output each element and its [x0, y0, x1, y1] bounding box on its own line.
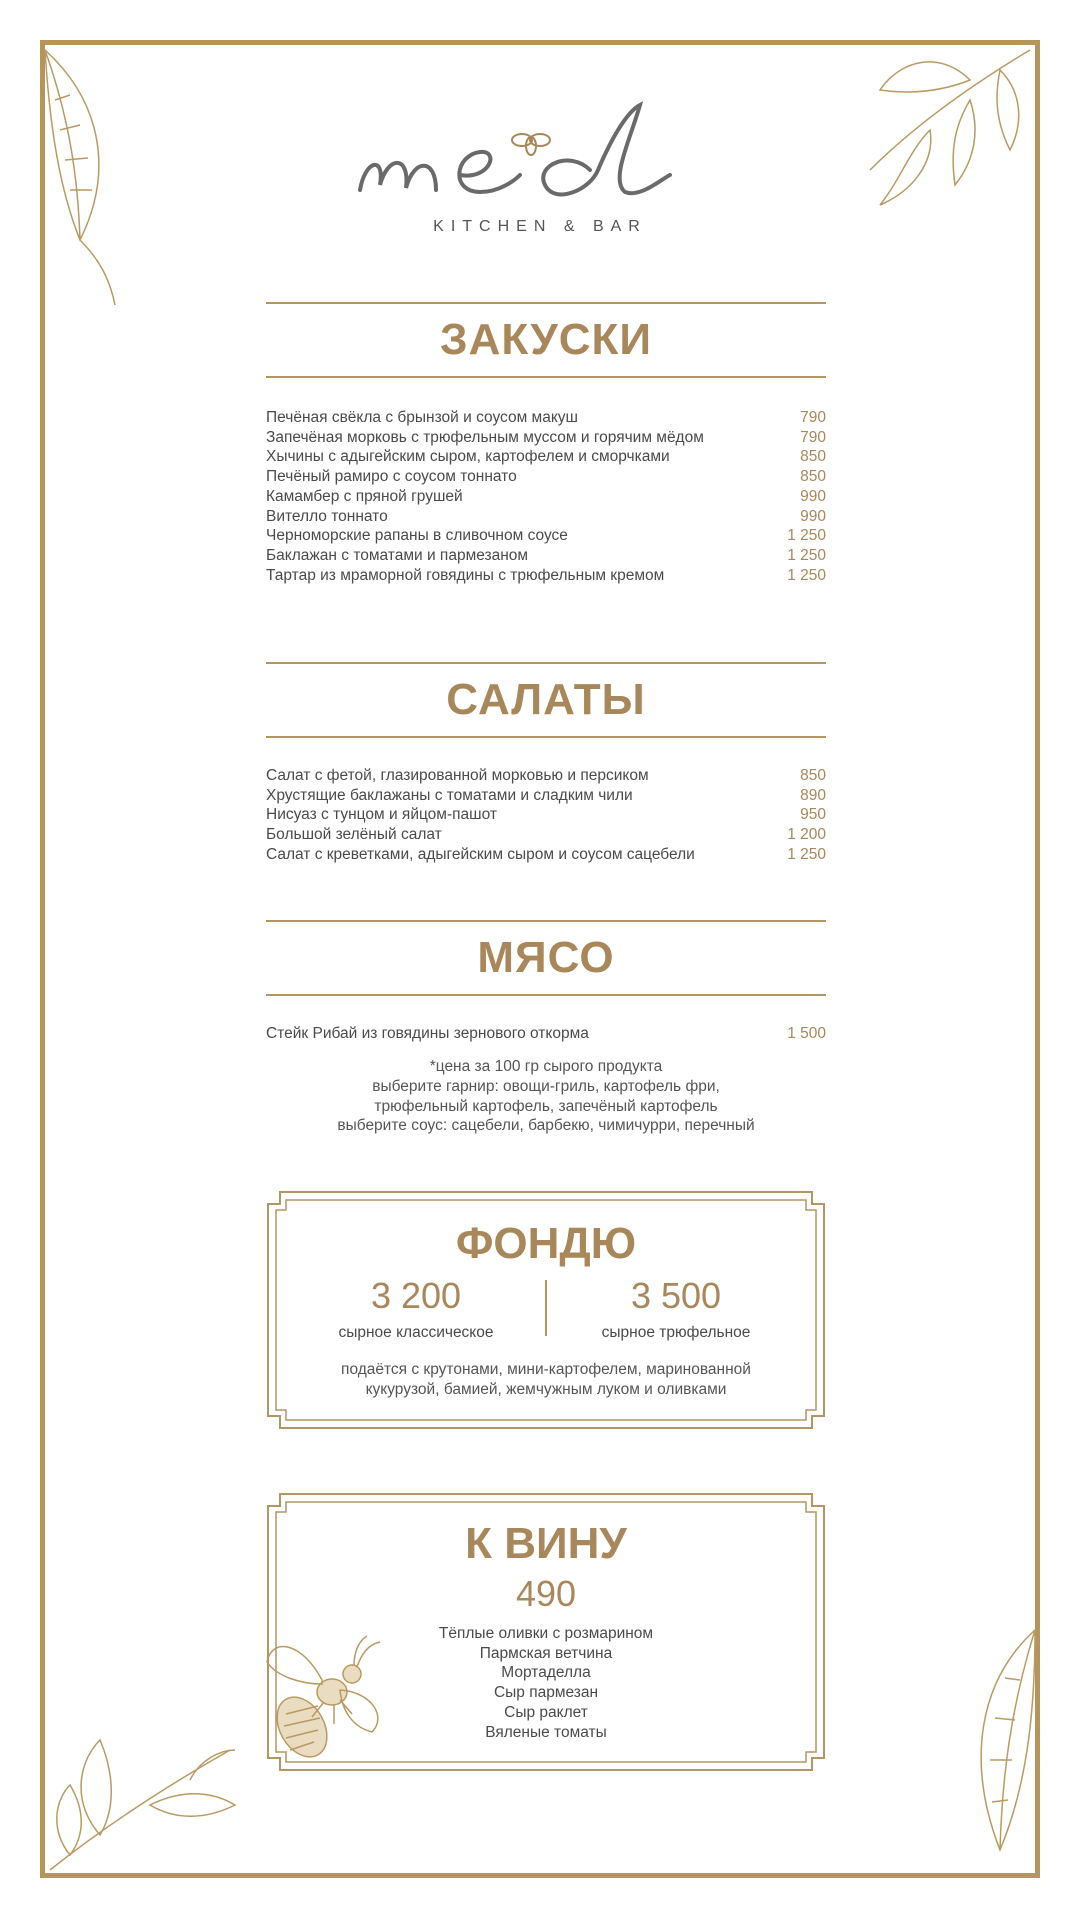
list-item: Вяленые томаты — [485, 1723, 607, 1741]
note-line: *цена за 100 гр сырого продукта — [429, 1058, 663, 1075]
item-name: Нисуаз с тунцом и яйцом-пашот — [266, 806, 497, 824]
list-item: Сыр пармезан — [493, 1684, 599, 1702]
menu-item — [266, 526, 826, 546]
menu-item — [266, 546, 826, 566]
fondue-label-classic: сырное классическое — [338, 1324, 494, 1341]
list-item: Тёплые оливки с розмарином — [438, 1625, 654, 1642]
item-name: Баклажан с томатами и пармезаном — [266, 546, 529, 564]
list-item: Сыр раклет — [504, 1703, 588, 1721]
menu-item — [266, 467, 826, 487]
items-zakuski — [266, 408, 826, 585]
myaso-notes — [266, 1057, 826, 1136]
item-name: Салат с креветками, адыгейским сыром и соусом сацебели — [266, 845, 695, 863]
items-myaso — [266, 1024, 826, 1044]
menu-item — [266, 428, 826, 448]
menu-item — [266, 825, 826, 845]
fondue-box — [266, 1190, 826, 1430]
item-price: 1 200 — [787, 826, 826, 844]
item-price: 850 — [800, 767, 826, 784]
item-name: Печёная свёкла с брынзой и соусом макуш — [266, 409, 578, 426]
menu-item — [266, 786, 826, 806]
menu-item — [266, 845, 826, 865]
item-name: Запечёная морковь с трюфельным муссом и горячим мёдом — [266, 428, 704, 446]
item-name: Вителло тоннато — [266, 507, 388, 525]
note-line: выберите гарнир: овощи-гриль, картофель фри, — [372, 1077, 720, 1095]
leaf-branch-icon — [860, 40, 1040, 220]
fondue-notes — [266, 1360, 826, 1400]
list-item: Пармская ветчина — [479, 1644, 613, 1662]
leaf-branch-icon — [40, 40, 120, 310]
list-item: Мортаделла — [501, 1664, 591, 1682]
item-name: Хычины с адыгейским сыром, картофелем и сморчками — [266, 448, 670, 466]
note-line: трюфельный картофель, запечёный картофель — [374, 1097, 718, 1115]
item-price: 1 250 — [787, 527, 826, 545]
menu-item — [266, 1024, 826, 1044]
item-name: Салат с фетой, глазированной морковью и персиком — [266, 767, 649, 784]
item-price: 1 250 — [787, 566, 826, 584]
note-line: подаётся с крутонами, мини-картофелем, маринованной — [341, 1361, 751, 1378]
section-title: ЗАКУСКИ — [440, 315, 652, 364]
item-price: 1 250 — [787, 546, 826, 564]
menu-item — [266, 447, 826, 467]
wine-title: К ВИНУ — [465, 1519, 627, 1568]
menu-item — [266, 507, 826, 527]
item-name: Хрустящие баклажаны с томатами и сладким чили — [266, 786, 633, 804]
wine-price: 490 — [515, 1573, 577, 1614]
fondue-price-truffle: 3 500 — [630, 1275, 722, 1316]
leaf-branch-icon — [960, 1620, 1040, 1880]
item-name: Печёный рамиро с соусом тоннато — [266, 468, 517, 486]
menu-item — [266, 805, 826, 825]
section-header-zakuski — [266, 302, 826, 378]
item-price: 790 — [800, 409, 826, 426]
menu-item — [266, 566, 826, 586]
fondue-price-classic: 3 200 — [370, 1275, 462, 1316]
menu-item — [266, 766, 826, 786]
fondue-label-truffle: сырное трюфельное — [601, 1324, 751, 1341]
item-price: 890 — [800, 786, 826, 804]
items-salaty — [266, 766, 826, 865]
section-header-salaty — [266, 662, 826, 738]
item-price: 990 — [800, 507, 826, 525]
item-name: Стейк Рибай из говядины зернового откорма — [266, 1025, 589, 1042]
divider — [545, 1280, 547, 1336]
note-line: кукурузой, бамией, жемчужным луком и оливками — [365, 1380, 727, 1398]
section-header-myaso — [266, 920, 826, 996]
item-name: Большой зелёный салат — [266, 826, 442, 844]
leaf-branch-icon — [40, 1720, 240, 1880]
item-name: Черноморские рапаны в сливочном соусе — [266, 527, 568, 545]
item-price: 850 — [800, 468, 826, 486]
brand-subtitle: KITCHEN & BAR — [433, 218, 647, 235]
section-title: САЛАТЫ — [446, 675, 646, 724]
item-name: Камамбер с пряной грушей — [266, 487, 463, 505]
note-line: выберите соус: сацебели, барбекю, чимичурри, перечный — [337, 1117, 755, 1135]
item-price: 990 — [800, 487, 826, 505]
menu-item — [266, 487, 826, 507]
item-name: Тартар из мраморной говядины с трюфельным кремом — [266, 566, 665, 584]
section-title: МЯСО — [477, 933, 615, 982]
menu-item — [266, 408, 826, 428]
item-price: 790 — [800, 428, 826, 446]
bee-icon — [262, 1632, 392, 1772]
item-price: 1 500 — [787, 1025, 826, 1042]
item-price: 850 — [800, 448, 826, 466]
item-price: 1 250 — [787, 845, 826, 863]
item-price: 950 — [800, 806, 826, 824]
fondue-title: ФОНДЮ — [455, 1219, 637, 1268]
